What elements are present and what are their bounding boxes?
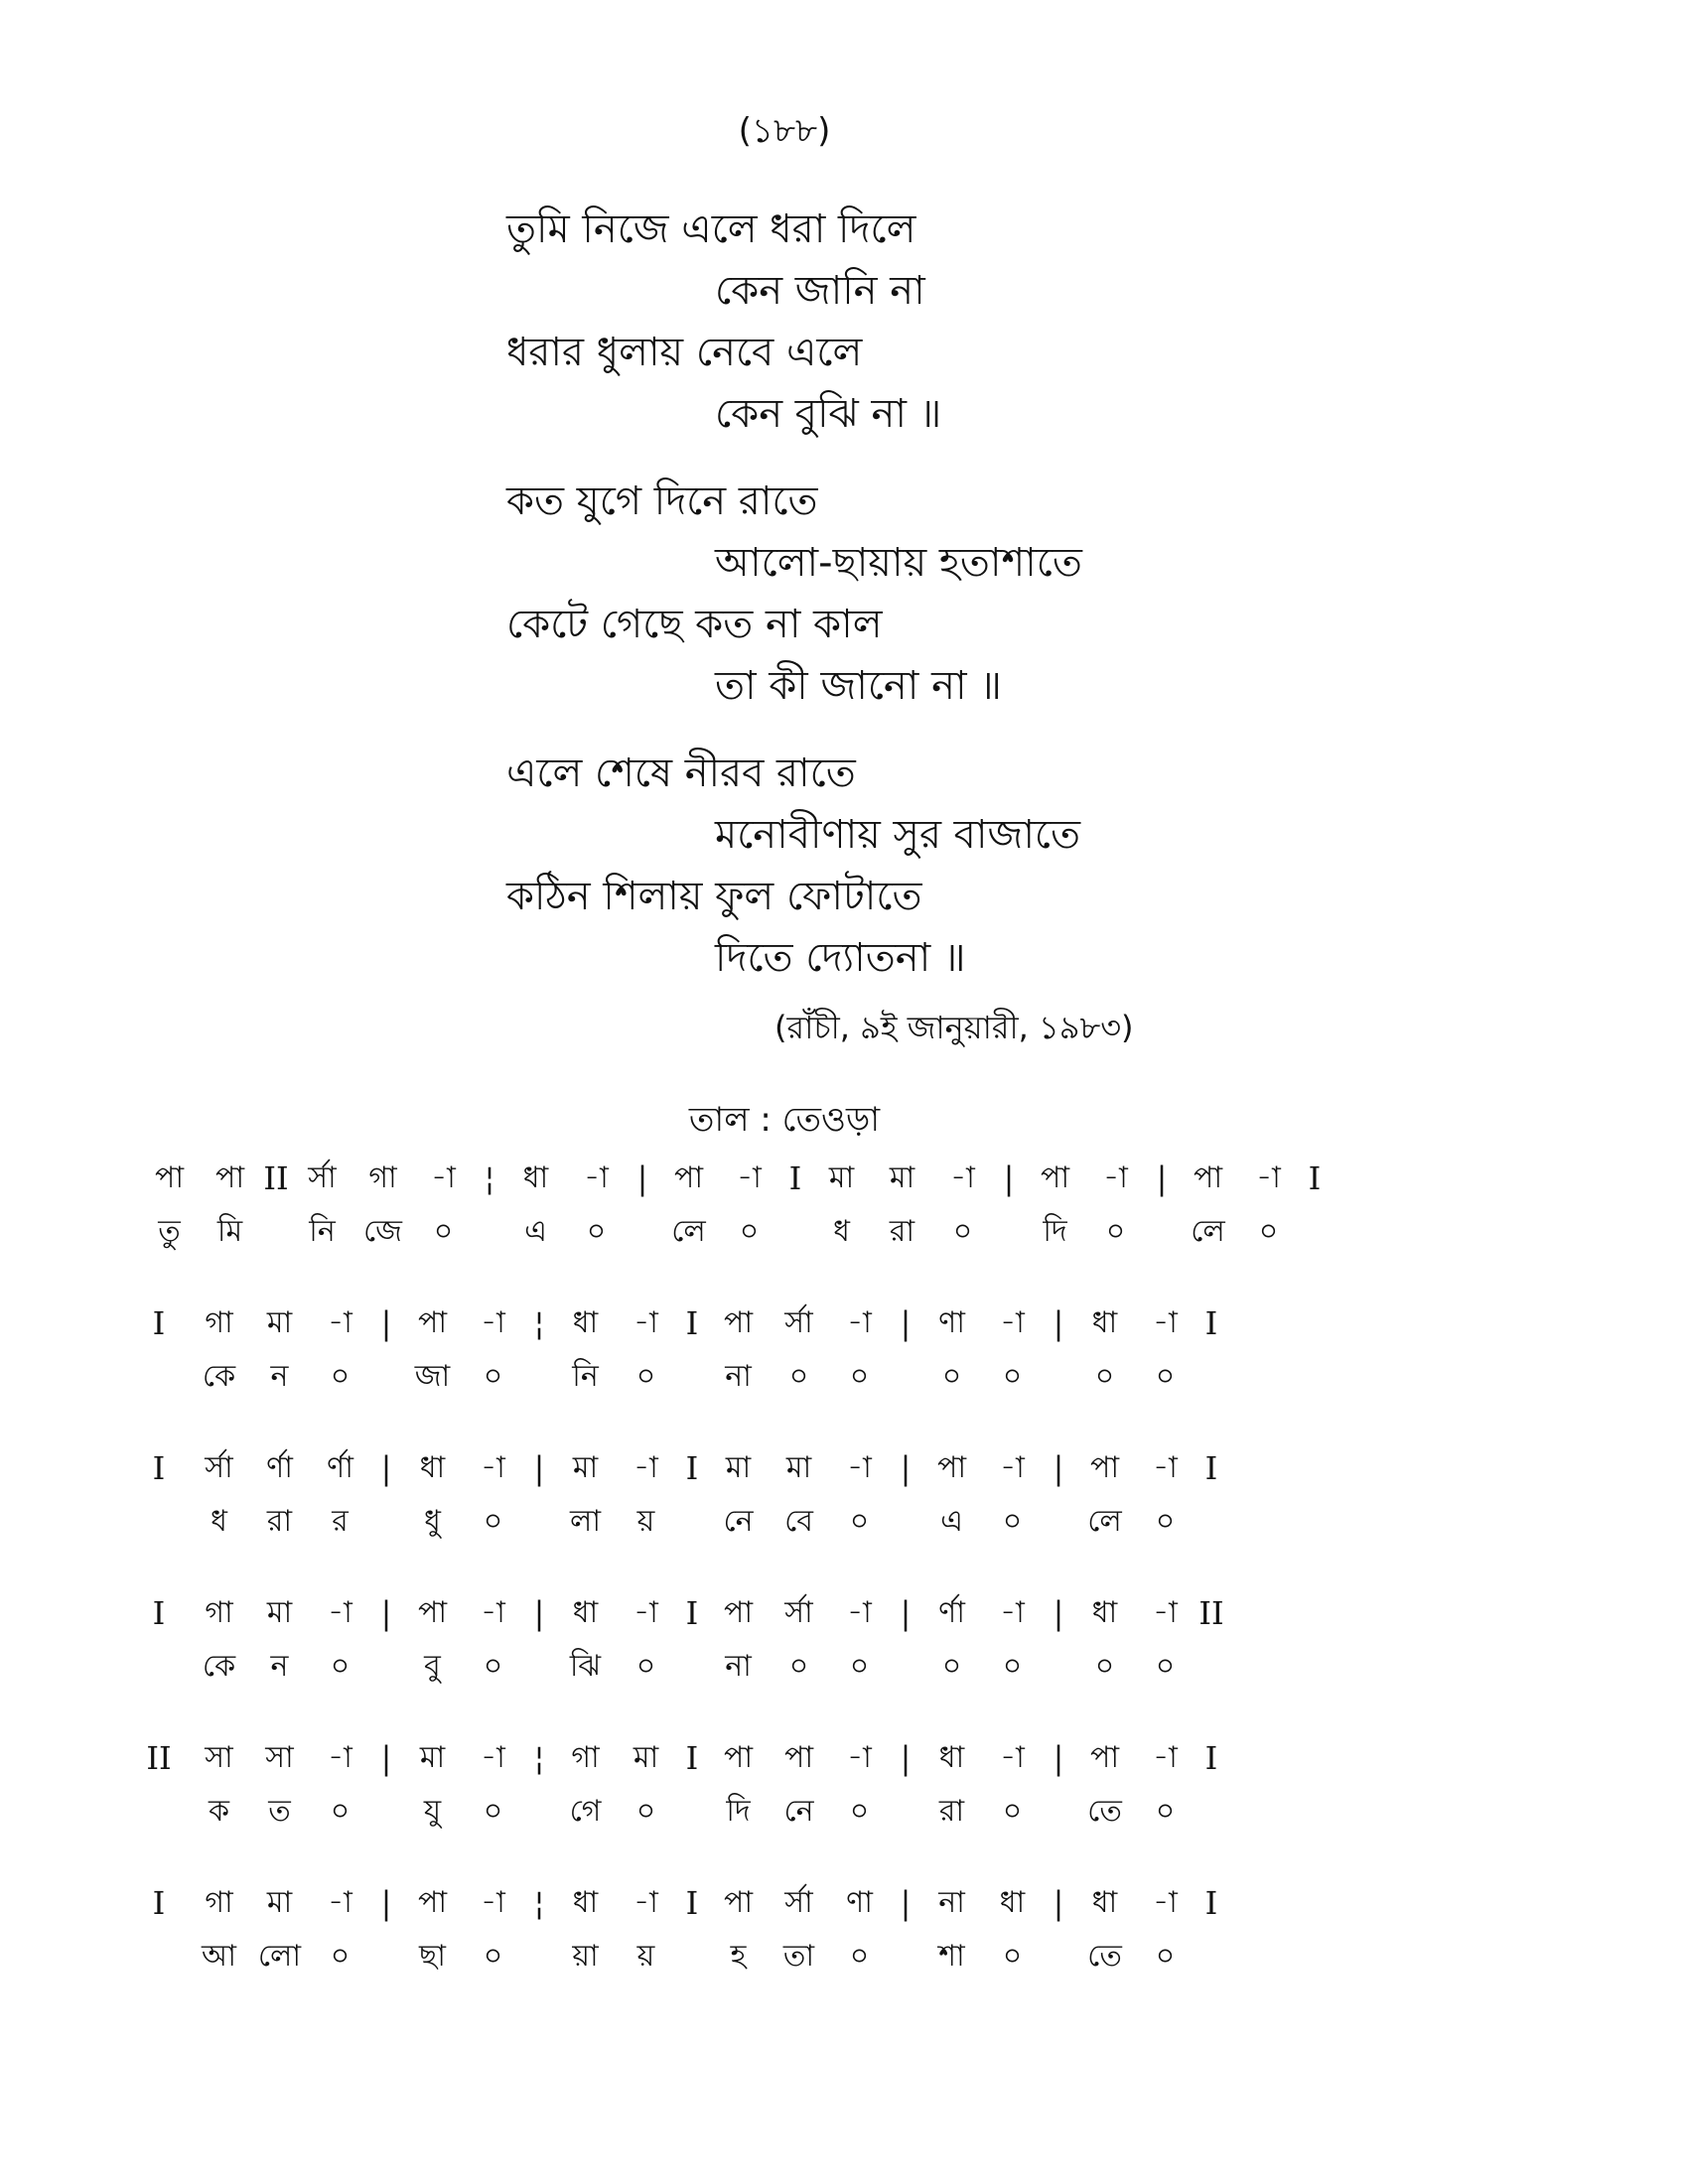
swara-note: -া: [1000, 1594, 1025, 1630]
poem-line: ধরার ধুলায় নেবে এলে: [506, 330, 863, 375]
swara-note: -া: [328, 1594, 352, 1630]
lyric-syllable: য়: [636, 1938, 655, 1974]
bar-line: ¦: [533, 1739, 545, 1777]
swara-note: পা: [417, 1594, 448, 1630]
bar-line: |: [1053, 1304, 1064, 1342]
lyric-syllable: র: [332, 1503, 349, 1539]
swara-note: -া: [1153, 1449, 1178, 1485]
swara-note: সা: [205, 1739, 233, 1775]
bar-line: |: [900, 1449, 912, 1487]
swara-note: -া: [950, 1160, 975, 1195]
bar-line: |: [900, 1739, 912, 1777]
bar-line: |: [533, 1594, 545, 1632]
swara-note: মা: [889, 1160, 915, 1195]
poem-stanza: [0, 199, 1688, 445]
swara-note: -া: [737, 1160, 762, 1195]
swara-note: পা: [154, 1160, 185, 1195]
lyric-syllable: দি: [726, 1793, 751, 1829]
bar-line: I: [685, 1304, 699, 1342]
swara-note: -া: [1000, 1304, 1025, 1340]
lyric-syllable: ০: [330, 1648, 351, 1684]
lyric-syllable: তা: [782, 1938, 815, 1974]
swara-note: -া: [847, 1594, 872, 1630]
bar-line: |: [380, 1739, 392, 1777]
lyric-syllable: ন: [270, 1648, 289, 1684]
swara-note: মা: [266, 1884, 293, 1920]
lyric-syllable: ০: [1002, 1503, 1023, 1539]
swara-row: [0, 1876, 1688, 1930]
lyric-syllable: ০: [849, 1793, 870, 1829]
lyric-syllable: ০: [330, 1793, 351, 1829]
bar-line: |: [1053, 1594, 1064, 1632]
bar-line: I: [1204, 1884, 1218, 1922]
lyric-syllable: ০: [849, 1938, 870, 1974]
swara-note: মা: [828, 1160, 855, 1195]
swara-note: -া: [633, 1304, 658, 1340]
notation-block: [0, 1586, 1688, 1694]
swara-note: ধা: [1091, 1884, 1118, 1920]
bar-line: ¦: [533, 1884, 545, 1922]
swara-note: -া: [328, 1884, 352, 1920]
lyric-syllable: রা: [266, 1503, 293, 1539]
bar-line: |: [380, 1304, 392, 1342]
lyric-syllable: এ: [524, 1213, 547, 1249]
swara-note: ধা: [572, 1304, 599, 1340]
swara-note: পা: [1089, 1739, 1120, 1775]
swara-note: ধা: [1091, 1594, 1118, 1630]
lyric-syllable: ০: [1094, 1648, 1115, 1684]
swara-note: পা: [417, 1304, 448, 1340]
lyric-syllable: ন: [270, 1358, 289, 1394]
lyric-syllable: ০: [586, 1213, 607, 1249]
lyric-syllable: আ: [202, 1938, 236, 1974]
page-number: (১৮৮): [738, 111, 831, 151]
swara-note: ধা: [419, 1449, 446, 1485]
lyric-syllable: ০: [483, 1648, 503, 1684]
poem-line: তুমি নিজে এলে ধরা দিলে: [506, 206, 916, 252]
lyric-syllable: ক: [209, 1793, 229, 1829]
swara-note: মা: [572, 1449, 599, 1485]
swara-note: র্ণা: [266, 1449, 293, 1485]
poem-stanza: [0, 743, 1688, 989]
swara-note: পা: [214, 1160, 245, 1195]
swara-note: -া: [1000, 1739, 1025, 1775]
lyric-syllable: দি: [1043, 1213, 1067, 1249]
swara-note: মা: [633, 1739, 659, 1775]
swara-note: -া: [481, 1739, 505, 1775]
swara-note: -া: [481, 1594, 505, 1630]
lyric-syllable: ০: [941, 1648, 962, 1684]
lyric-syllable: ০: [788, 1648, 809, 1684]
swara-note: -া: [481, 1884, 505, 1920]
bar-line: |: [1053, 1884, 1064, 1922]
bar-line: |: [1003, 1160, 1015, 1197]
lyric-syllable: না: [725, 1358, 752, 1394]
lyric-syllable: ০: [483, 1503, 503, 1539]
lyric-syllable: যু: [423, 1793, 442, 1829]
bar-line: |: [380, 1594, 392, 1632]
lyric-syllable: লো: [257, 1938, 302, 1974]
lyric-syllable: ০: [1002, 1793, 1023, 1829]
swara-note: -া: [481, 1304, 505, 1340]
poem-line: কেটে গেছে কত না কাল: [506, 602, 883, 647]
swara-note: -া: [1153, 1884, 1178, 1920]
swara-note: র্সা: [308, 1160, 337, 1195]
swara-note: -া: [431, 1160, 456, 1195]
bar-line: I: [1204, 1739, 1218, 1777]
bar-line: |: [1156, 1160, 1168, 1197]
swara-note: -া: [633, 1449, 658, 1485]
poem-line: তা কী জানো না ॥: [715, 663, 1002, 709]
lyric-syllable: এ: [940, 1503, 963, 1539]
lyric-syllable: ধ: [833, 1213, 850, 1249]
lyric-syllable: তু: [158, 1213, 181, 1249]
swara-note: ণা: [846, 1884, 873, 1920]
poem: [0, 199, 1688, 1015]
bar-line: |: [636, 1160, 648, 1197]
lyric-syllable: ০: [483, 1358, 503, 1394]
bar-line: I: [685, 1594, 699, 1632]
lyric-syllable: ০: [1155, 1503, 1176, 1539]
lyric-row: [0, 1205, 1688, 1259]
lyric-syllable: য়: [636, 1503, 655, 1539]
poem-line: কেন বুঝি না ॥: [715, 391, 942, 437]
swara-note: -া: [328, 1739, 352, 1775]
swara-note: -া: [584, 1160, 609, 1195]
lyric-row: [0, 1930, 1688, 1983]
swara-note: র্সা: [784, 1304, 813, 1340]
lyric-syllable: ০: [1155, 1793, 1176, 1829]
bar-line: |: [900, 1884, 912, 1922]
lyric-syllable: ০: [1002, 1938, 1023, 1974]
lyric-row: [0, 1350, 1688, 1404]
lyric-row: [0, 1495, 1688, 1549]
bar-line: I: [1204, 1449, 1218, 1487]
swara-note: পা: [723, 1884, 754, 1920]
swara-note: সা: [265, 1739, 294, 1775]
lyric-syllable: তে: [1087, 1938, 1122, 1974]
swara-note: পা: [723, 1594, 754, 1630]
bar-line: I: [685, 1449, 699, 1487]
bar-line: I: [152, 1449, 166, 1487]
lyric-syllable: ০: [635, 1793, 656, 1829]
swara-note: ধা: [999, 1884, 1026, 1920]
date-line: (রাঁচী, ৯ই জানুয়ারী, ১৯৮৩): [774, 1009, 1134, 1046]
lyric-syllable: নি: [572, 1358, 599, 1394]
lyric-syllable: ০: [1258, 1213, 1279, 1249]
poem-line: কেন জানি না: [715, 268, 925, 314]
swara-note: পা: [936, 1449, 967, 1485]
lyric-syllable: নে: [723, 1503, 754, 1539]
lyric-syllable: ঝি: [569, 1648, 602, 1684]
swara-note: মা: [266, 1304, 293, 1340]
swara-note: র্ণা: [938, 1594, 965, 1630]
swara-note: গা: [205, 1594, 233, 1630]
swara-row: [0, 1441, 1688, 1495]
lyric-syllable: ০: [1105, 1213, 1126, 1249]
notation-block: [0, 1297, 1688, 1404]
bar-line: |: [380, 1884, 392, 1922]
lyric-syllable: ০: [1155, 1648, 1176, 1684]
swara-note: -া: [633, 1594, 658, 1630]
lyric-syllable: নে: [783, 1793, 814, 1829]
lyric-syllable: কে: [202, 1648, 236, 1684]
swara-note: পা: [723, 1739, 754, 1775]
swara-note: ধা: [572, 1594, 599, 1630]
swara-note: গা: [205, 1304, 233, 1340]
poem-line: দিতে দ্যোতনা ॥: [715, 935, 966, 981]
notation: [0, 1152, 1688, 2021]
lyric-syllable: ০: [433, 1213, 454, 1249]
swara-note: না: [938, 1884, 965, 1920]
lyric-syllable: মি: [216, 1213, 243, 1249]
swara-row: [0, 1152, 1688, 1205]
lyric-syllable: জা: [414, 1358, 451, 1394]
lyric-syllable: ০: [941, 1358, 962, 1394]
swara-row: [0, 1586, 1688, 1640]
swara-note: র্ণা: [327, 1449, 353, 1485]
swara-note: গা: [205, 1884, 233, 1920]
lyric-row: [0, 1785, 1688, 1839]
bar-line: I: [1308, 1160, 1322, 1197]
swara-note: ধা: [938, 1739, 965, 1775]
swara-note: পা: [783, 1739, 814, 1775]
swara-note: পা: [1193, 1160, 1223, 1195]
bar-line: I: [1204, 1304, 1218, 1342]
swara-note: -া: [1256, 1160, 1281, 1195]
swara-note: মা: [266, 1594, 293, 1630]
bar-line: I: [788, 1160, 802, 1197]
lyric-syllable: ০: [1002, 1358, 1023, 1394]
lyric-syllable: য়া: [572, 1938, 599, 1974]
lyric-syllable: লে: [1087, 1503, 1122, 1539]
swara-note: মা: [725, 1449, 752, 1485]
lyric-syllable: ০: [739, 1213, 760, 1249]
swara-note: র্সা: [205, 1449, 233, 1485]
bar-line: |: [1053, 1449, 1064, 1487]
swara-note: -া: [1103, 1160, 1128, 1195]
lyric-syllable: ০: [849, 1358, 870, 1394]
poem-line: মনোবীণায় সুর বাজাতে: [715, 812, 1081, 858]
lyric-syllable: ০: [1155, 1938, 1176, 1974]
swara-note: পা: [1040, 1160, 1070, 1195]
lyric-syllable: ০: [635, 1648, 656, 1684]
lyric-syllable: ০: [1094, 1358, 1115, 1394]
bar-line: |: [533, 1449, 545, 1487]
swara-note: র্সা: [784, 1884, 813, 1920]
lyric-syllable: ০: [635, 1358, 656, 1394]
lyric-syllable: শা: [938, 1938, 965, 1974]
lyric-syllable: নি: [309, 1213, 336, 1249]
swara-note: ধা: [1091, 1304, 1118, 1340]
swara-note: -া: [1153, 1304, 1178, 1340]
poem-line: কত যুগে দিনে রাতে: [506, 478, 818, 524]
swara-note: -া: [633, 1884, 658, 1920]
tala-heading: তাল : তেওড়া: [688, 1100, 881, 1140]
swara-row: [0, 1297, 1688, 1350]
lyric-syllable: ০: [849, 1503, 870, 1539]
swara-note: র্সা: [784, 1594, 813, 1630]
lyric-syllable: ত: [268, 1793, 291, 1829]
swara-note: ধা: [522, 1160, 549, 1195]
bar-line: I: [685, 1884, 699, 1922]
swara-note: গা: [571, 1739, 600, 1775]
poem-line: কঠিন শিলায় ফুল ফোটাতে: [506, 874, 922, 919]
bar-line: ¦: [533, 1304, 545, 1342]
notation-block: [0, 1152, 1688, 1259]
swara-note: পা: [1089, 1449, 1120, 1485]
bar-line: II: [146, 1739, 172, 1777]
lyric-syllable: বু: [424, 1648, 441, 1684]
bar-line: I: [152, 1304, 166, 1342]
poem-line: এলে শেষে নীরব রাতে: [506, 751, 856, 796]
lyric-syllable: ০: [483, 1938, 503, 1974]
lyric-syllable: রা: [938, 1793, 965, 1829]
lyric-syllable: লে: [671, 1213, 706, 1249]
poem-stanza: [0, 471, 1688, 717]
lyric-syllable: বে: [784, 1503, 813, 1539]
swara-note: -া: [1153, 1594, 1178, 1630]
lyric-syllable: ০: [1155, 1358, 1176, 1394]
lyric-syllable: ০: [849, 1648, 870, 1684]
lyric-syllable: ০: [788, 1358, 809, 1394]
swara-row: [0, 1731, 1688, 1785]
bar-line: |: [380, 1449, 392, 1487]
lyric-syllable: ধু: [424, 1503, 441, 1539]
lyric-syllable: ছা: [419, 1938, 446, 1974]
lyric-syllable: ০: [1002, 1648, 1023, 1684]
bar-line: |: [1053, 1739, 1064, 1777]
swara-note: ণা: [938, 1304, 965, 1340]
bar-line: II: [263, 1160, 289, 1197]
lyric-syllable: তে: [1087, 1793, 1122, 1829]
swara-note: পা: [723, 1304, 754, 1340]
swara-note: -া: [481, 1449, 505, 1485]
lyric-syllable: লে: [1191, 1213, 1225, 1249]
lyric-syllable: গে: [569, 1793, 602, 1829]
swara-note: -া: [1153, 1739, 1178, 1775]
lyric-syllable: ০: [330, 1358, 351, 1394]
swara-note: পা: [673, 1160, 704, 1195]
swara-note: গা: [368, 1160, 397, 1195]
swara-note: মা: [419, 1739, 446, 1775]
swara-note: -া: [847, 1304, 872, 1340]
lyric-row: [0, 1640, 1688, 1694]
lyric-syllable: হ: [730, 1938, 747, 1974]
lyric-syllable: ০: [330, 1938, 351, 1974]
swara-note: -া: [847, 1449, 872, 1485]
swara-note: -া: [1000, 1449, 1025, 1485]
notation-block: [0, 1876, 1688, 1983]
bar-line: I: [685, 1739, 699, 1777]
swara-note: ধা: [572, 1884, 599, 1920]
lyric-syllable: না: [725, 1648, 752, 1684]
notation-block: [0, 1731, 1688, 1839]
lyric-syllable: কে: [202, 1358, 236, 1394]
bar-line: ¦: [484, 1160, 495, 1197]
bar-line: II: [1198, 1594, 1224, 1632]
lyric-syllable: ০: [952, 1213, 973, 1249]
swara-note: মা: [785, 1449, 812, 1485]
lyric-syllable: লা: [569, 1503, 602, 1539]
swara-note: -া: [847, 1739, 872, 1775]
bar-line: |: [900, 1594, 912, 1632]
lyric-syllable: ধ: [211, 1503, 227, 1539]
lyric-syllable: রা: [889, 1213, 915, 1249]
swara-note: -া: [328, 1304, 352, 1340]
notation-block: [0, 1441, 1688, 1549]
bar-line: I: [152, 1594, 166, 1632]
lyric-syllable: জে: [362, 1213, 402, 1249]
lyric-syllable: ০: [483, 1793, 503, 1829]
poem-line: আলো-ছায়ায় হতাশাতে: [715, 540, 1082, 586]
bar-line: |: [900, 1304, 912, 1342]
bar-line: I: [152, 1884, 166, 1922]
swara-note: পা: [417, 1884, 448, 1920]
